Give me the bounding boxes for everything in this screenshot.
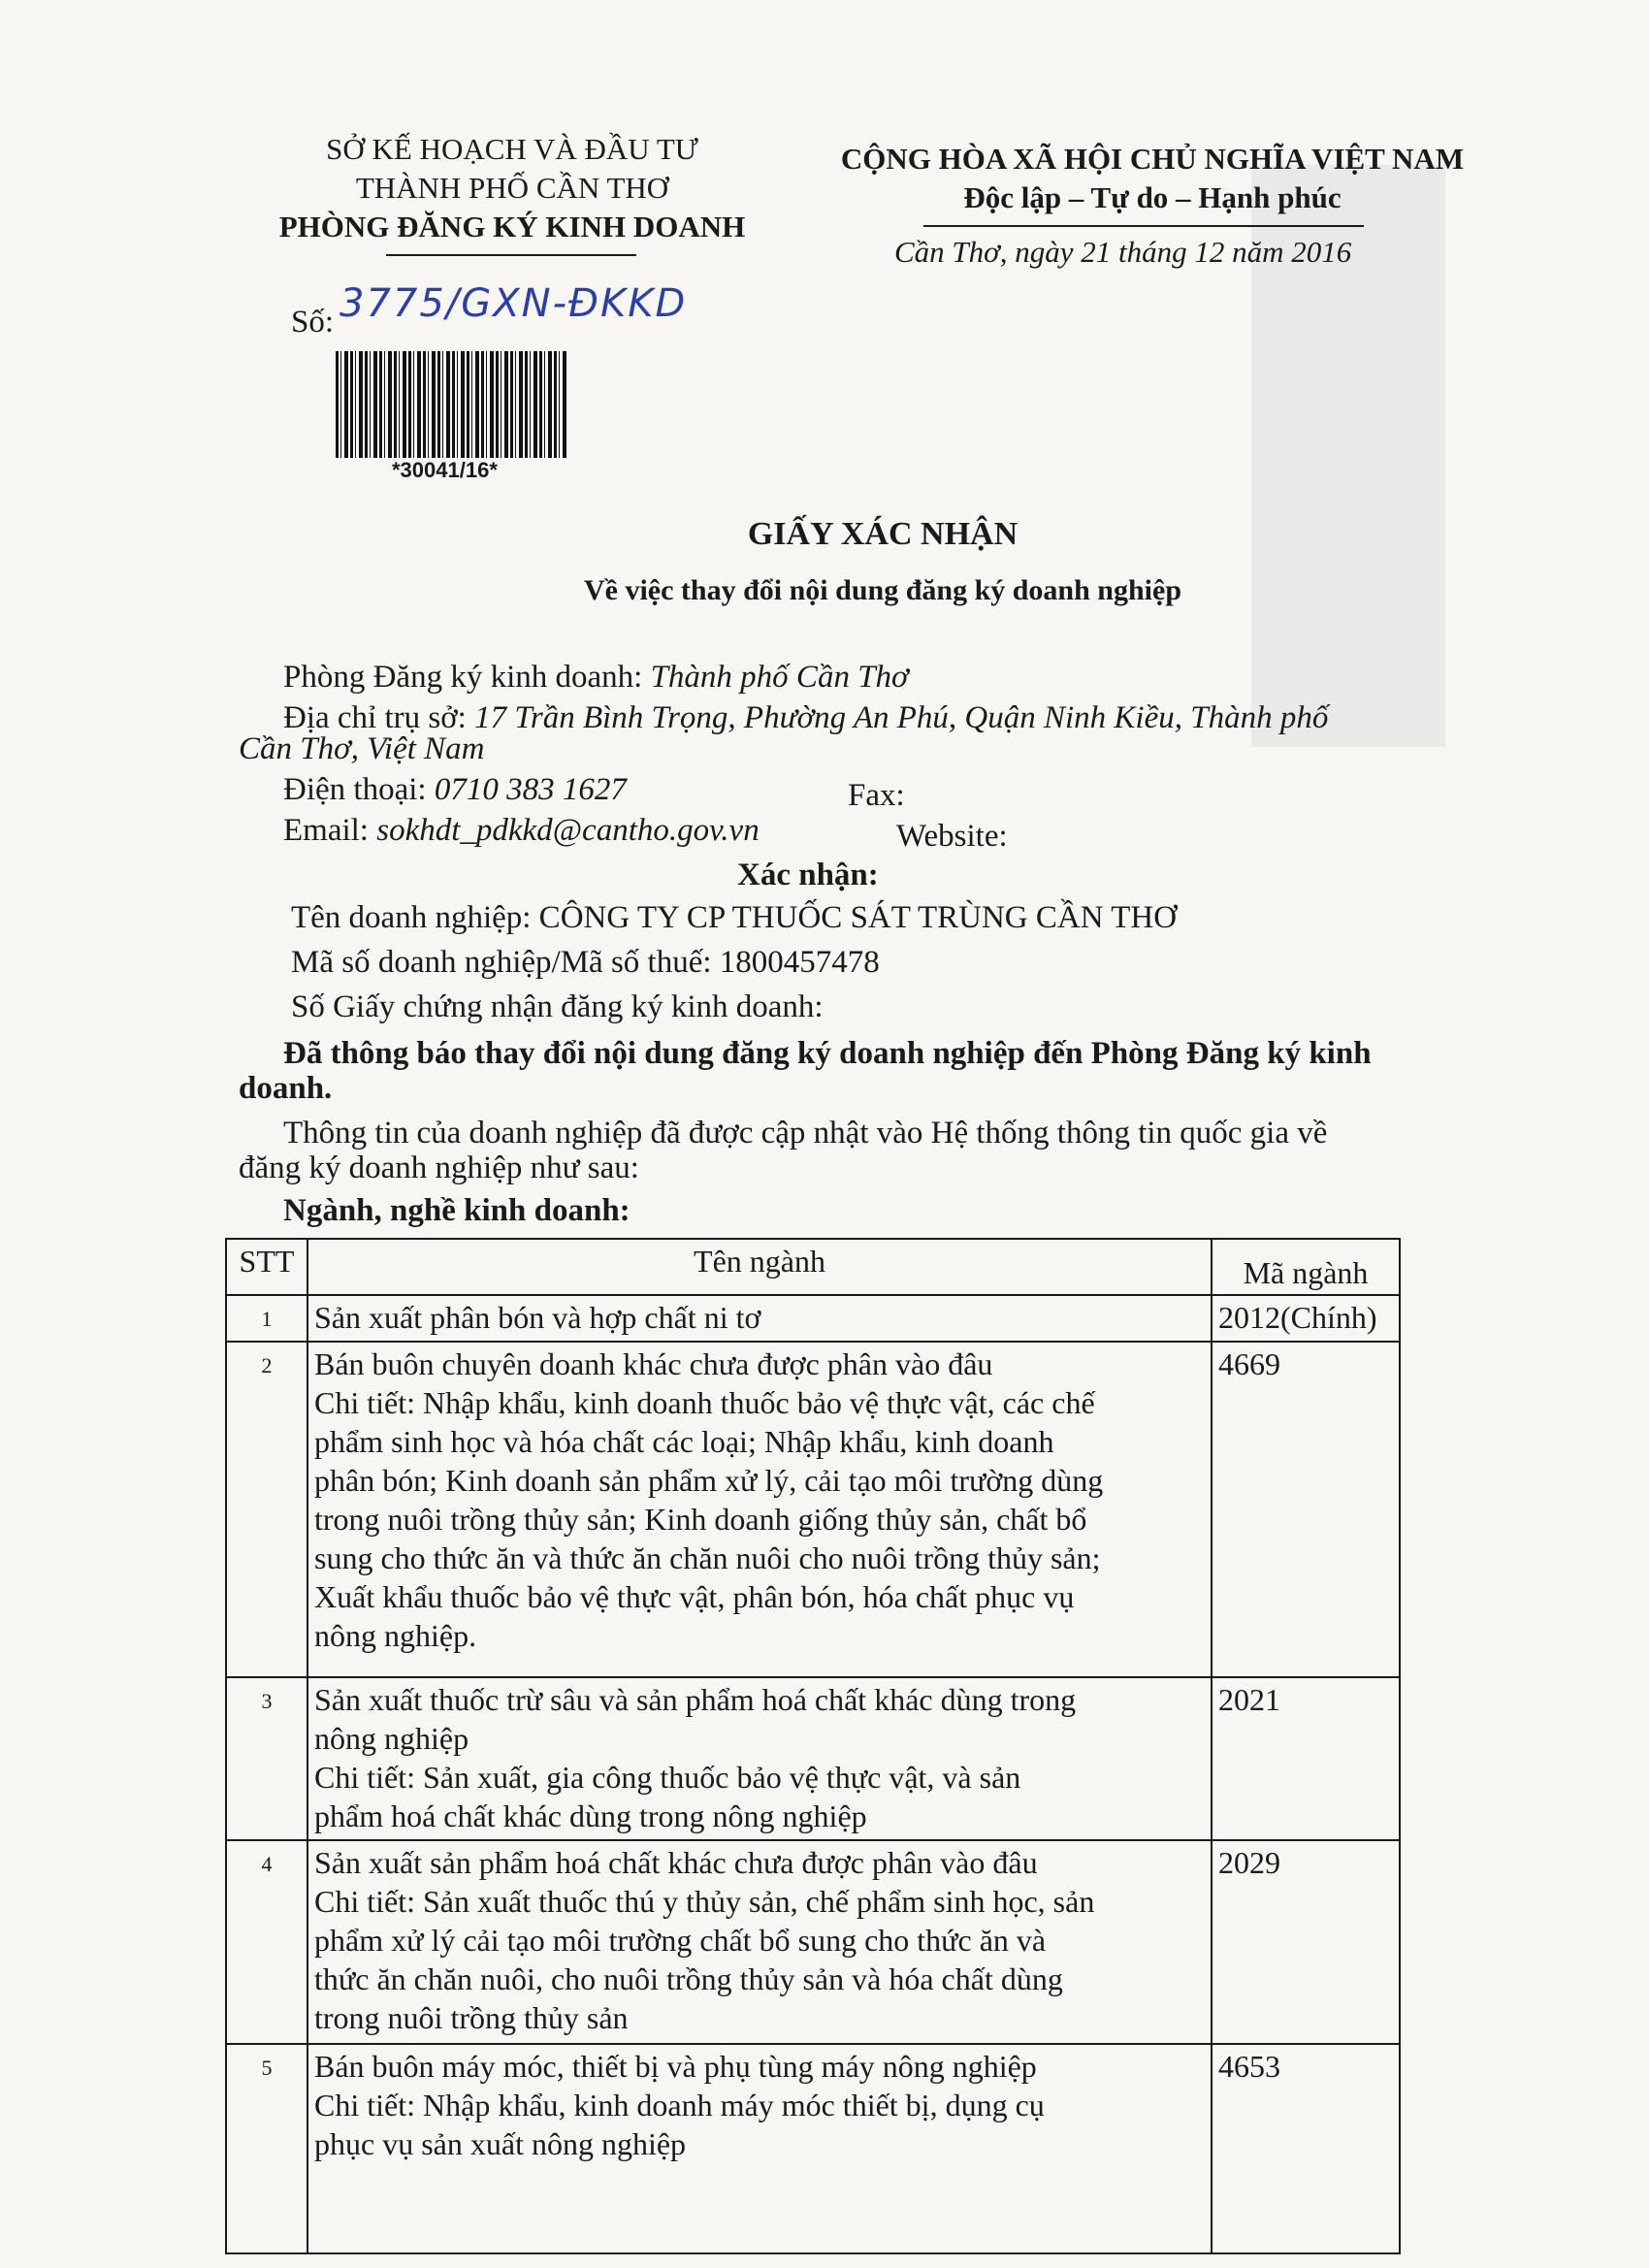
office-fax-label: Fax: (848, 778, 905, 813)
row-name-line: Bán buôn chuyên doanh khác chưa được phân vào đâu (314, 1346, 993, 1381)
row-name-line: Chi tiết: Sản xuất, gia công thuốc bảo vệ thực vật, và sản (314, 1760, 1021, 1795)
republic-line: CỘNG HÒA XÃ HỘI CHỦ NGHĨA VIỆT NAM (840, 142, 1465, 176)
notice-line-1: Đã thông báo thay đổi nội dung đăng ký doanh nghiệp đến Phòng Đăng ký kinh (283, 1036, 1372, 1071)
office-address-value: 17 Trần Bình Trọng, Phường An Phú, Quận Ninh Kiều, Thành phố (474, 700, 1329, 735)
barcode-text: *30041/16* (392, 458, 498, 482)
office-email-row (283, 809, 760, 852)
table-row (226, 1677, 1400, 1840)
row-name (307, 1677, 1212, 1840)
info-line-1: Thông tin của doanh nghiệp đã được cập nhật vào Hệ thống thông tin quốc gia về (283, 1116, 1328, 1150)
table-row (226, 1295, 1400, 1342)
header-right (823, 140, 1482, 217)
row-name-line: thức ăn chăn nuôi, cho nuôi trồng thủy sản và hóa chất dùng (314, 1961, 1063, 1996)
document-subtitle: Về việc thay đổi nội dung đăng ký doanh nghiệp (583, 574, 1182, 606)
row-code: 2029 (1212, 1840, 1400, 2044)
company-name: Tên doanh nghiệp: CÔNG TY CP THUỐC SÁT TRÙNG CẦN THƠ (291, 900, 1178, 935)
header-left-underline (386, 254, 636, 256)
row-name-line: phân bón; Kinh doanh sản phẩm xử lý, cải tạo môi trường dùng (314, 1463, 1104, 1498)
motto-line: Độc lập – Tự do – Hạnh phúc (963, 180, 1342, 214)
office-email-value: sokhdt_pdkkd@cantho.gov.vn (376, 813, 760, 848)
row-name-line: Chi tiết: Nhập khẩu, kinh doanh máy móc thiết bị, dụng cụ (314, 2088, 1045, 2122)
header-left (260, 130, 764, 246)
row-name (307, 1840, 1212, 2044)
row-name-line: phẩm sinh học và hóa chất các loại; Nhập khẩu, kinh doanh (314, 1424, 1054, 1459)
header-right-underline (923, 225, 1364, 227)
row-stt: 4 (226, 1840, 307, 2044)
row-name-line: trong nuôi trồng thủy sản (314, 2000, 629, 2035)
office-name-label: Phòng Đăng ký kinh doanh: (283, 660, 643, 695)
document-number-label: Số: (291, 305, 335, 340)
confirm-heading: Xác nhận: (737, 858, 879, 892)
table-header-row (226, 1239, 1400, 1295)
row-name-line: Bán buôn máy móc, thiết bị và phụ tùng máy nông nghiệp (314, 2049, 1037, 2084)
office-name-value: Thành phố Cần Thơ (650, 660, 909, 695)
info-line-2: đăng ký doanh nghiệp như sau: (239, 1150, 639, 1185)
office-email-label: Email: (283, 813, 369, 848)
row-stt: 5 (226, 2044, 307, 2253)
office-website-label: Website: (896, 819, 1008, 854)
row-code: 4669 (1212, 1342, 1400, 1677)
row-code: 2021 (1212, 1677, 1400, 1840)
office-phone-row (283, 768, 627, 811)
row-name (307, 1295, 1212, 1342)
row-code: 2012(Chính) (1212, 1295, 1400, 1342)
row-name-line: sung cho thức ăn và thức ăn chăn nuôi cho nuôi trồng thủy sản; (314, 1540, 1101, 1575)
office-address-line2: Cần Thơ, Việt Nam (239, 731, 485, 766)
office-line: PHÒNG ĐĂNG KÝ KINH DOANH (278, 210, 746, 243)
row-name-line: trong nuôi trồng thủy sản; Kinh doanh giống thủy sản, chất bổ (314, 1502, 1087, 1537)
row-name-line: phẩm xử lý cải tạo môi trường chất bổ sung cho thức ăn và (314, 1923, 1047, 1958)
row-name-line: nông nghiệp. (314, 1618, 477, 1653)
row-stt: 3 (226, 1677, 307, 1840)
row-code: 4653 (1212, 2044, 1400, 2253)
document-title: GIẤY XÁC NHẬN (747, 516, 1018, 552)
row-name (307, 1342, 1212, 1677)
city-line: THÀNH PHỐ CẦN THƠ (355, 171, 669, 205)
row-name-line: nông nghiệp (314, 1721, 469, 1756)
notice-line-2: doanh. (239, 1071, 333, 1106)
barcode (336, 351, 566, 458)
header-stt: STT (226, 1239, 307, 1295)
table-row (226, 1840, 1400, 2044)
row-name-line: Sản xuất thuốc trừ sâu và sản phẩm hoá chất khác dùng trong (314, 1682, 1077, 1717)
row-stt: 1 (226, 1295, 307, 1342)
business-lines-table (225, 1238, 1401, 2254)
row-name-line: Chi tiết: Sản xuất thuốc thú y thủy sản, chế phẩm sinh học, sản (314, 1884, 1095, 1919)
row-name-line: Sản xuất sản phẩm hoá chất khác chưa được phân vào đâu (314, 1845, 1038, 1880)
row-stt: 2 (226, 1342, 307, 1677)
row-name-line: Sản xuất phân bón và hợp chất ni tơ (314, 1300, 761, 1335)
office-phone-value: 0710 383 1627 (434, 772, 627, 807)
row-name (307, 2044, 1212, 2253)
row-name-line: phẩm hoá chất khác dùng trong nông nghiệp (314, 1798, 867, 1833)
row-name-line: Xuất khẩu thuốc bảo vệ thực vật, phân bón, hóa chất phục vụ (314, 1579, 1075, 1614)
header-code: Mã ngành (1212, 1239, 1400, 1295)
office-name-row (283, 656, 909, 698)
document-number-handwritten: 3775/GXN-ĐKKD (340, 281, 688, 326)
row-name-line: Chi tiết: Nhập khẩu, kinh doanh thuốc bảo vệ thực vật, các chế (314, 1385, 1095, 1420)
ministry-line: SỞ KẾ HOẠCH VÀ ĐẦU TƯ (326, 132, 698, 166)
table-body (226, 1295, 1400, 2253)
header-name: Tên ngành (307, 1239, 1212, 1295)
business-lines-heading: Ngành, nghề kinh doanh: (283, 1193, 630, 1228)
table-row (226, 2044, 1400, 2253)
license-number: Số Giấy chứng nhận đăng ký kinh doanh: (291, 989, 824, 1024)
row-name-line: phục vụ sản xuất nông nghiệp (314, 2126, 687, 2161)
office-phone-label: Điện thoại: (283, 772, 427, 807)
table-row (226, 1342, 1400, 1677)
office-address-label: Địa chỉ trụ sở: (283, 700, 467, 735)
tax-code: Mã số doanh nghiệp/Mã số thuế: 1800457478 (291, 945, 880, 980)
issue-date: Cần Thơ, ngày 21 tháng 12 năm 2016 (894, 235, 1352, 269)
